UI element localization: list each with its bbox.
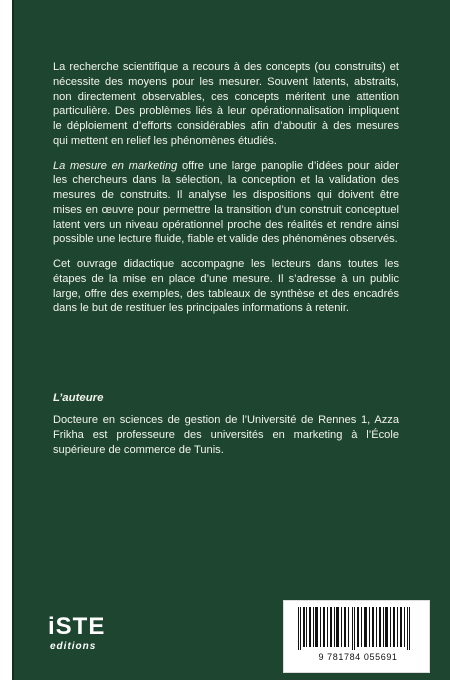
- book-title-inline: La mesure en marketing: [53, 159, 178, 172]
- publisher-logo-line1: iSTE: [48, 613, 106, 640]
- author-heading: L’auteure: [53, 392, 104, 404]
- barcode-icon: [296, 607, 418, 650]
- isbn-number: 9 781784 055691: [318, 652, 398, 662]
- summary-paragraph-2-text: offre une large panoplie d’idées pour aider les chercheurs dans la sélection, la conception et la validation des mesures de construits. Il analyse les dispositions qui doivent être mises en œuvre pour permettre la transition d’un construit conceptuel latent vers un niveau opérationnel proche des réalités et rendre ainsi possible une lecture fluide, fiable et valide des phénomènes observés.: [53, 159, 399, 246]
- summary-paragraph-2: [53, 159, 399, 248]
- summary-paragraph-1: La recherche scientifique a recours à des concepts (ou construits) et nécessite des moyens pour les mesurer. Souvent latents, abstraits, non directement observables, ces concepts méritent une attention particulière. Des problèmes liés à leur opérationnalisation impliquent le déploiement d’efforts considérables afin d’aboutir à des mesures qui mettent en relief les phénomènes étudiés.: [53, 61, 399, 147]
- barcode: [283, 600, 430, 673]
- back-cover: [12, 0, 450, 680]
- author-bio: Docteure en sciences de gestion de l’Université de Rennes 1, Azza Frikha est professeure des universités en marketing à l’École supérieure de commerce de Tunis.: [53, 414, 399, 456]
- summary-paragraph-3: Cet ouvrage didactique accompagne les lecteurs dans toutes les étapes de la mise en place d’une mesure. Il s’adresse à un public large, offre des exemples, des tableaux de synthèse et des encadrés dans le but de restituer les principales informations à retenir.: [53, 258, 399, 315]
- cover-content: [53, 60, 399, 457]
- publisher-logo-line2: editions: [50, 641, 97, 652]
- publisher-logo: [46, 615, 154, 655]
